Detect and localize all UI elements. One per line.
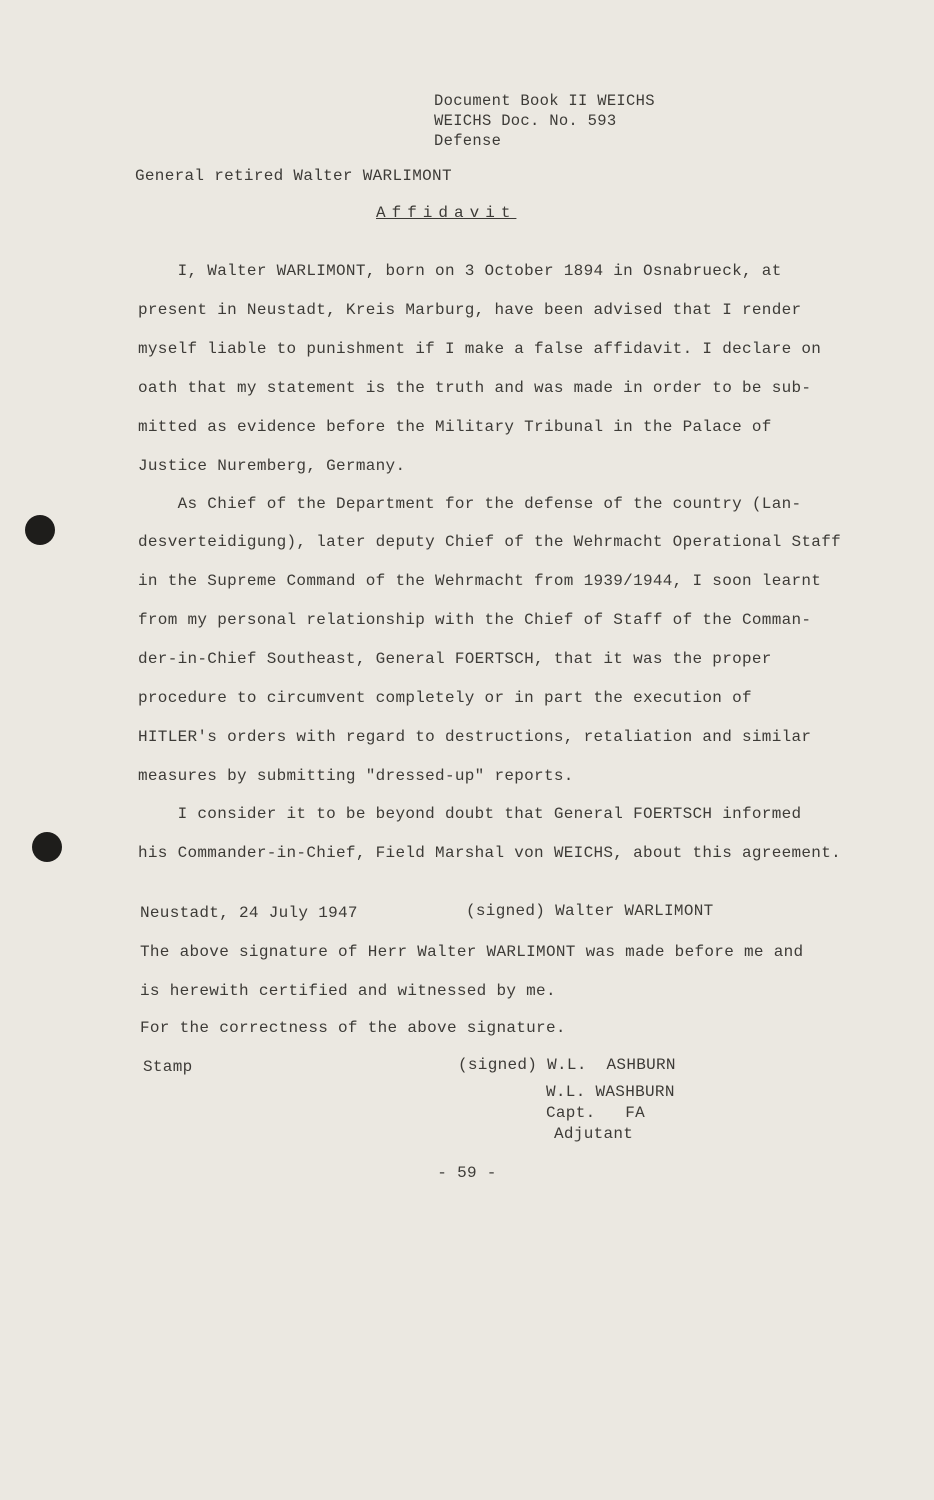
body-line: As Chief of the Department for the defense of the country (Lan- xyxy=(138,495,802,513)
document-title: Affidavit xyxy=(376,204,517,222)
body-line: mitted as evidence before the Military Tribunal in the Palace of xyxy=(138,418,772,436)
punch-hole xyxy=(32,832,62,862)
body-line: desverteidigung), later deputy Chief of the Wehrmacht Operational Staff xyxy=(138,533,842,551)
body-line: I, Walter WARLIMONT, born on 3 October 1894 in Osnabrueck, at xyxy=(138,262,782,280)
body-line: oath that my statement is the truth and was made in order to be sub- xyxy=(138,379,812,397)
header-line: Document Book II WEICHS xyxy=(434,92,655,110)
signature: (signed) Walter WARLIMONT xyxy=(466,902,714,920)
page-number: - 59 - xyxy=(437,1164,497,1182)
body-line: HITLER's orders with regard to destructions, retaliation and similar xyxy=(138,728,812,746)
body-line: I consider it to be beyond doubt that General FOERTSCH informed xyxy=(138,805,802,823)
certification-line: For the correctness of the above signature. xyxy=(140,1019,566,1037)
body-line: procedure to circumvent completely or in part the execution of xyxy=(138,689,752,707)
punch-hole xyxy=(25,515,55,545)
body-line: from my personal relationship with the Chief of Staff of the Comman- xyxy=(138,611,812,629)
body-line: present in Neustadt, Kreis Marburg, have been advised that I render xyxy=(138,301,802,319)
body-line: der-in-Chief Southeast, General FOERTSCH, that it was the proper xyxy=(138,650,772,668)
body-line: in the Supreme Command of the Wehrmacht from 1939/1944, I soon learnt xyxy=(138,572,822,590)
body-line: measures by submitting "dressed-up" reports. xyxy=(138,767,574,785)
header-line: WEICHS Doc. No. 593 xyxy=(434,112,617,130)
witness-rank: Capt. FA xyxy=(546,1104,646,1122)
author-line: General retired Walter WARLIMONT xyxy=(135,167,452,185)
place-date: Neustadt, 24 July 1947 xyxy=(140,904,358,922)
certification-line: The above signature of Herr Walter WARLIMONT was made before me and xyxy=(140,943,804,961)
header-line: Defense xyxy=(434,132,502,150)
certification-line: is herewith certified and witnessed by me. xyxy=(140,982,556,1000)
stamp-label: Stamp xyxy=(143,1058,193,1076)
body-line: myself liable to punishment if I make a false affidavit. I declare on xyxy=(138,340,822,358)
body-line: Justice Nuremberg, Germany. xyxy=(138,457,406,475)
witness-signature: (signed) W.L. ASHBURN xyxy=(458,1056,676,1074)
witness-name: W.L. WASHBURN xyxy=(546,1083,675,1101)
body-line: his Commander-in-Chief, Field Marshal von WEICHS, about this agreement. xyxy=(138,844,842,862)
witness-role: Adjutant xyxy=(554,1125,634,1143)
